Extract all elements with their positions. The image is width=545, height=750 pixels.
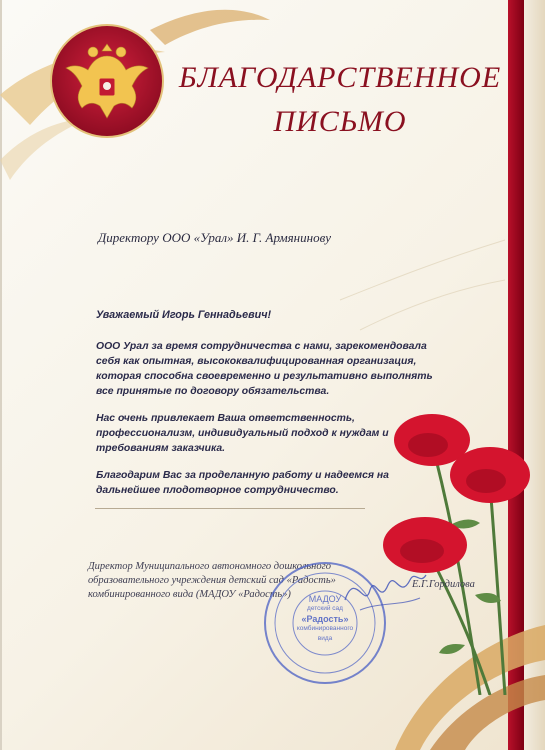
divider — [95, 508, 365, 509]
stamp-line-3: комбинированного — [296, 625, 354, 632]
carnation-flowers — [380, 395, 545, 695]
stamp-line-2: «Радость» — [301, 614, 349, 624]
addressee: Директору ООО «Урал» И. Г. Армянинову — [98, 230, 331, 245]
paragraph-1: ООО Урал за время сотрудничества с нами, зарекомендовала себя как опытная, высококвалифицированная организация, которая способна своевременно и результативно выполнять все принятые по договору обязательства. — [96, 341, 433, 397]
paragraph-2: Нас очень привлекает Ваша ответственность, профессионализм, индивидуальный подход к нуждам и требованиям заказчика. — [96, 413, 389, 454]
title-line-2: ПИСЬМО — [273, 105, 407, 138]
stamp-line-1: детский сад — [307, 605, 343, 612]
certificate-title — [150, 56, 530, 144]
signature-position: Директор Муниципального автономного дошкольного образовательного учреждения детский сад «Радость» комбинированного вида (МАДОУ «Радость») — [88, 561, 336, 600]
signature-name: Е.Г.Гордилова — [412, 579, 475, 590]
paragraph-3: Благодарим Вас за проделанную работу и надеемся на дальнейшее плодотворное сотрудничество. — [96, 470, 389, 496]
title-line-1: БЛАГОДАРСТВЕННОЕ — [178, 61, 502, 94]
stamp-top: МАДОУ — [308, 594, 342, 604]
stamp-line-4: вида — [317, 635, 333, 642]
greeting: Уважаемый Игорь Геннадьевич! — [96, 309, 272, 321]
handwritten-signature — [340, 560, 430, 620]
coat-of-arms-icon — [48, 22, 166, 140]
